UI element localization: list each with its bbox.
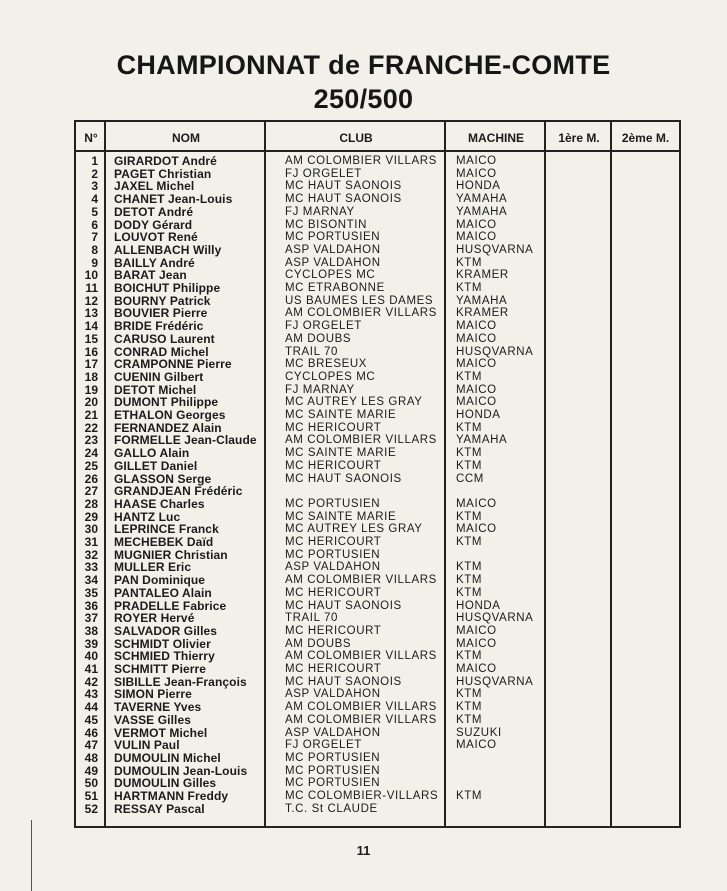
rider-name: MULLER Eric xyxy=(114,560,192,575)
rider-number: 24 xyxy=(84,446,98,461)
table-row xyxy=(76,536,679,549)
rider-name: PRADELLE Fabrice xyxy=(114,598,227,613)
rider-machine: MAICO xyxy=(456,637,497,650)
rider-number: 12 xyxy=(84,293,98,308)
rider-club: MC BRESEUX xyxy=(285,358,368,371)
rider-machine: HUSQVARNA xyxy=(456,612,534,625)
rider-number: 48 xyxy=(84,750,98,765)
rider-name: CARUSO Laurent xyxy=(114,331,215,346)
rider-machine: KTM xyxy=(456,282,483,294)
rider-club: MC HAUT SAONOIS xyxy=(285,180,402,193)
rider-number: 13 xyxy=(84,306,98,321)
header-machine: MACHINE xyxy=(468,131,524,145)
table-row xyxy=(76,612,679,625)
page-number: 11 xyxy=(356,843,371,858)
rider-number: 28 xyxy=(84,496,98,511)
rider-name: DUMOULIN Gilles xyxy=(114,776,217,791)
header-num: N° xyxy=(84,131,98,145)
rider-machine: YAMAHA xyxy=(456,193,508,206)
rider-name: PAGET Christian xyxy=(114,166,212,181)
rider-number: 52 xyxy=(84,801,98,816)
rider-club: MC HAUT SAONOIS xyxy=(285,193,402,206)
rider-name: CUENIN Gilbert xyxy=(114,369,204,384)
rider-club: AM COLOMBIER VILLARS xyxy=(285,574,437,587)
rider-club: MC SAINTE MARIE xyxy=(285,447,397,460)
rider-number: 17 xyxy=(84,357,98,372)
rider-number: 11 xyxy=(85,281,98,295)
rider-machine: SUZUKI xyxy=(456,726,502,739)
rider-name: BOUVIER Pierre xyxy=(114,306,208,321)
table-row xyxy=(76,574,679,587)
rider-machine: KTM xyxy=(456,256,483,269)
rider-number: 5 xyxy=(91,204,98,219)
rider-club: AM COLOMBIER VILLARS xyxy=(285,307,437,320)
rider-machine: CCM xyxy=(456,472,484,485)
rider-club: MC PORTUSIEN xyxy=(285,231,381,244)
rider-number: 40 xyxy=(84,649,98,664)
rider-name: HANTZ Luc xyxy=(114,509,181,524)
rider-name: MUGNIER Christian xyxy=(114,547,228,562)
rider-name: DODY Gérard xyxy=(114,217,193,232)
table-row xyxy=(76,625,679,638)
header-2eme-manche: 2ème M. xyxy=(621,131,670,145)
rider-number: 18 xyxy=(84,369,98,384)
rider-club: FJ MARNAY xyxy=(285,205,355,218)
table-row xyxy=(76,206,679,219)
rider-club: AM COLOMBIER VILLARS xyxy=(285,434,437,447)
rider-machine: MAICO xyxy=(456,663,497,675)
rider-number: 26 xyxy=(84,471,98,486)
rider-name: DUMOULIN Michel xyxy=(114,750,221,765)
table-row xyxy=(76,587,679,600)
rider-number: 37 xyxy=(84,611,98,626)
table-row xyxy=(76,333,679,346)
rider-machine: HUSQVARNA xyxy=(456,675,534,688)
rider-name: GRANDJEAN Frédéric xyxy=(114,484,243,499)
rider-name: BOICHUT Philippe xyxy=(114,281,221,295)
rider-club: ASP VALDAHON xyxy=(285,561,381,574)
table-row xyxy=(76,244,679,257)
rider-name: HAASE Charles xyxy=(114,496,205,511)
rider-club: MC BISONTIN xyxy=(285,218,367,231)
table-row xyxy=(76,447,679,460)
rider-name: SCHMITT Pierre xyxy=(114,662,207,676)
rider-name: RESSAY Pascal xyxy=(114,801,205,816)
rider-name: GALLO Alain xyxy=(114,446,190,461)
rider-name: SCHMIDT Olivier xyxy=(114,636,211,651)
table-row xyxy=(76,409,679,422)
rider-number: 46 xyxy=(84,725,98,740)
rider-machine: KTM xyxy=(456,447,483,460)
table-row xyxy=(76,803,679,816)
rider-club: TRAIL 70 xyxy=(285,612,338,625)
rider-name: DETOT André xyxy=(114,204,194,219)
table-row xyxy=(76,701,679,714)
rider-number: 43 xyxy=(84,687,98,702)
rider-machine: YAMAHA xyxy=(456,294,508,307)
rider-number: 23 xyxy=(84,433,98,448)
rider-club: MC AUTREY LES GRAY xyxy=(285,396,423,409)
page-title: CHAMPIONNAT de FRANCHE-COMTE xyxy=(116,50,611,80)
rider-name: SALVADOR Gilles xyxy=(114,623,218,638)
rider-machine: KTM xyxy=(456,790,483,802)
rider-name: BOURNY Patrick xyxy=(114,293,211,308)
rider-club: AM DOUBS xyxy=(285,637,352,650)
rider-number: 22 xyxy=(84,420,98,435)
rider-machine: MAICO xyxy=(456,167,497,180)
rider-club: AM DOUBS xyxy=(285,332,352,345)
rider-club: MC HERICOURT xyxy=(285,586,382,599)
rider-machine: KTM xyxy=(456,536,483,548)
rider-club: AM COLOMBIER VILLARS xyxy=(285,650,437,663)
rider-machine: MAICO xyxy=(456,320,497,333)
rider-club: FJ MARNAY xyxy=(285,383,355,396)
rider-club: TRAIL 70 xyxy=(285,345,338,358)
results-table xyxy=(74,120,681,828)
rider-machine: YAMAHA xyxy=(456,434,508,447)
rider-name: JAXEL Michel xyxy=(114,179,195,194)
rider-club: MC HERICOURT xyxy=(285,624,382,637)
rider-name: LEPRINCE Franck xyxy=(114,522,219,537)
rider-club: AM COLOMBIER VILLARS xyxy=(285,713,437,726)
table-row xyxy=(76,282,679,295)
rider-name: HARTMANN Freddy xyxy=(114,789,229,803)
table-row xyxy=(76,193,679,206)
rider-name: FORMELLE Jean-Claude xyxy=(114,433,257,448)
rider-name: VASSE Gilles xyxy=(114,712,192,727)
rider-name: DUMONT Philippe xyxy=(114,395,219,410)
table-row xyxy=(76,371,679,384)
rider-name: SIBILLE Jean-François xyxy=(114,674,247,689)
rider-club: ASP VALDAHON xyxy=(285,726,381,739)
rider-name: FERNANDEZ Alain xyxy=(114,420,222,435)
rider-name: VULIN Paul xyxy=(114,738,180,753)
rider-machine: HUSQVARNA xyxy=(456,243,534,256)
rider-machine: KTM xyxy=(456,713,483,726)
rider-machine: MAICO xyxy=(456,739,497,752)
rider-machine: MAICO xyxy=(456,624,497,637)
rider-club: FJ ORGELET xyxy=(285,167,362,180)
rider-number: 39 xyxy=(84,636,98,651)
rider-name: ETHALON Georges xyxy=(114,408,226,422)
rider-machine: KTM xyxy=(456,459,483,472)
rider-number: 45 xyxy=(84,712,98,727)
rider-club: MC HAUT SAONOIS xyxy=(285,472,402,485)
rider-number: 6 xyxy=(91,217,98,232)
rider-number: 35 xyxy=(84,585,98,600)
rider-machine: KTM xyxy=(456,370,483,383)
table-row xyxy=(76,460,679,473)
rider-number: 21 xyxy=(84,408,98,422)
rider-name: CHANET Jean-Louis xyxy=(114,192,233,207)
rider-machine: HUSQVARNA xyxy=(456,345,534,358)
rider-machine: KTM xyxy=(456,688,483,701)
rider-machine: YAMAHA xyxy=(456,205,508,218)
rider-name: GLASSON Serge xyxy=(114,471,212,486)
rider-machine: KTM xyxy=(456,586,483,599)
rider-machine: HONDA xyxy=(456,409,501,421)
rider-number: 10 xyxy=(84,268,98,283)
rider-club: FJ ORGELET xyxy=(285,739,362,752)
table-row xyxy=(76,231,679,244)
rider-number: 27 xyxy=(84,484,98,499)
rider-club: US BAUMES LES DAMES xyxy=(285,294,434,307)
rider-club: FJ ORGELET xyxy=(285,320,362,333)
rider-machine: MAICO xyxy=(456,231,497,244)
rider-club: ASP VALDAHON xyxy=(285,688,381,701)
rider-name: BARAT Jean xyxy=(114,268,187,283)
rider-machine: KTM xyxy=(456,510,483,523)
table-header xyxy=(76,122,679,152)
rider-club: MC PORTUSIEN xyxy=(285,764,381,777)
rider-name: SIMON Pierre xyxy=(114,687,192,702)
rider-machine: HONDA xyxy=(456,180,501,193)
header-nom: NOM xyxy=(172,131,200,145)
rider-name: LOUVOT René xyxy=(114,230,198,245)
rider-name: SCHMIED Thierry xyxy=(114,649,215,664)
rider-club: CYCLOPES MC xyxy=(285,370,376,383)
rider-number: 19 xyxy=(84,382,98,397)
rider-club: MC HERICOURT xyxy=(285,663,382,675)
rider-name: MECHEBEK Daïd xyxy=(114,535,214,549)
rider-number: 50 xyxy=(84,776,98,791)
rider-club: ASP VALDAHON xyxy=(285,243,381,256)
table-row xyxy=(76,790,679,803)
rider-name: ALLENBACH Willy xyxy=(114,242,222,257)
rider-machine: KTM xyxy=(456,421,483,434)
rider-name: GILLET Daniel xyxy=(114,458,198,473)
table-row xyxy=(76,155,679,168)
rider-machine: KRAMER xyxy=(456,269,509,282)
rider-number: 49 xyxy=(84,763,98,778)
rider-name: CONRAD Michel xyxy=(114,344,209,359)
header-1ere-manche: 1ère M. xyxy=(558,131,600,145)
rider-number: 44 xyxy=(84,700,98,715)
rider-name: BRIDE Frédéric xyxy=(114,319,204,334)
rider-machine: KTM xyxy=(456,650,483,663)
table-row xyxy=(76,663,679,676)
rider-number: 16 xyxy=(84,344,98,359)
rider-name: BAILLY André xyxy=(114,255,195,270)
rider-machine: MAICO xyxy=(456,396,497,409)
rider-club: MC PORTUSIEN xyxy=(285,497,381,510)
rider-name: TAVERNE Yves xyxy=(114,700,202,715)
rider-club: MC HAUT SAONOIS xyxy=(285,675,402,688)
rider-number: 41 xyxy=(84,662,98,676)
rider-machine: KTM xyxy=(456,574,483,587)
rider-club: MC ETRABONNE xyxy=(285,282,385,294)
rider-machine: MAICO xyxy=(456,155,497,167)
table-row xyxy=(76,498,679,511)
rider-name: PAN Dominique xyxy=(114,573,206,588)
rider-club: MC HAUT SAONOIS xyxy=(285,599,402,612)
rider-name: DUMOULIN Jean-Louis xyxy=(114,763,248,778)
rider-club: AM COLOMBIER VILLARS xyxy=(285,155,437,167)
table-row xyxy=(76,714,679,727)
rider-number: 9 xyxy=(91,255,98,270)
rider-club: MC AUTREY LES GRAY xyxy=(285,523,423,536)
rider-machine: KTM xyxy=(456,561,483,574)
rider-number: 25 xyxy=(84,458,98,473)
table-row xyxy=(76,320,679,333)
rider-name: DETOT Michel xyxy=(114,382,197,397)
rider-number: 31 xyxy=(84,535,98,549)
rider-number: 32 xyxy=(84,547,98,562)
rider-number: 7 xyxy=(91,230,98,245)
rider-number: 36 xyxy=(84,598,98,613)
rider-number: 38 xyxy=(84,623,98,638)
rider-number: 51 xyxy=(84,789,98,803)
rider-name: GIRARDOT André xyxy=(114,154,217,168)
rider-club: MC HERICOURT xyxy=(285,536,382,548)
rider-club: MC PORTUSIEN xyxy=(285,548,381,561)
rider-machine: KRAMER xyxy=(456,307,509,320)
rider-club: CYCLOPES MC xyxy=(285,269,376,282)
page-subtitle: 250/500 xyxy=(313,84,414,114)
rider-number: 15 xyxy=(84,331,98,346)
rider-machine: KTM xyxy=(456,701,483,714)
rider-club: AM COLOMBIER VILLARS xyxy=(285,701,437,714)
margin-line xyxy=(31,820,32,891)
table-row xyxy=(76,358,679,371)
rider-club: T.C. St CLAUDE xyxy=(285,802,378,815)
rider-number: 2 xyxy=(91,166,98,181)
rider-club: MC HERICOURT xyxy=(285,459,382,472)
rider-name: CRAMPONNE Pierre xyxy=(114,357,232,372)
rider-number: 14 xyxy=(84,319,98,334)
rider-number: 29 xyxy=(84,509,98,524)
rider-club: MC PORTUSIEN xyxy=(285,751,381,764)
rider-machine: MAICO xyxy=(456,358,497,371)
rider-club: MC PORTUSIEN xyxy=(285,777,381,790)
rider-number: 47 xyxy=(84,738,98,753)
rider-machine: MAICO xyxy=(456,218,497,231)
rider-machine: MAICO xyxy=(456,523,497,536)
rider-number: 33 xyxy=(84,560,98,575)
rider-number: 34 xyxy=(84,573,98,588)
table-row xyxy=(76,752,679,765)
rider-number: 20 xyxy=(84,395,98,410)
rider-machine: MAICO xyxy=(456,497,497,510)
rider-number: 30 xyxy=(84,522,98,537)
rider-number: 1 xyxy=(91,154,98,168)
rider-number: 42 xyxy=(84,674,98,689)
rider-machine: MAICO xyxy=(456,383,497,396)
table-row xyxy=(76,485,679,498)
rider-number: 3 xyxy=(91,179,98,194)
rider-club: ASP VALDAHON xyxy=(285,256,381,269)
rider-club: MC SAINTE MARIE xyxy=(285,510,397,523)
rider-number: 8 xyxy=(91,242,98,257)
rider-club: MC HERICOURT xyxy=(285,421,382,434)
table-row xyxy=(76,739,679,752)
rider-name: PANTALEO Alain xyxy=(114,585,212,600)
rider-name: ROYER Hervé xyxy=(114,611,195,626)
rider-club: MC SAINTE MARIE xyxy=(285,409,397,421)
rider-name: VERMOT Michel xyxy=(114,725,208,740)
rider-machine: MAICO xyxy=(456,332,497,345)
rider-machine: HONDA xyxy=(456,599,501,612)
header-club: CLUB xyxy=(339,131,373,145)
rider-number: 4 xyxy=(91,192,98,207)
rider-club: MC COLOMBIER-VILLARS xyxy=(285,790,439,802)
